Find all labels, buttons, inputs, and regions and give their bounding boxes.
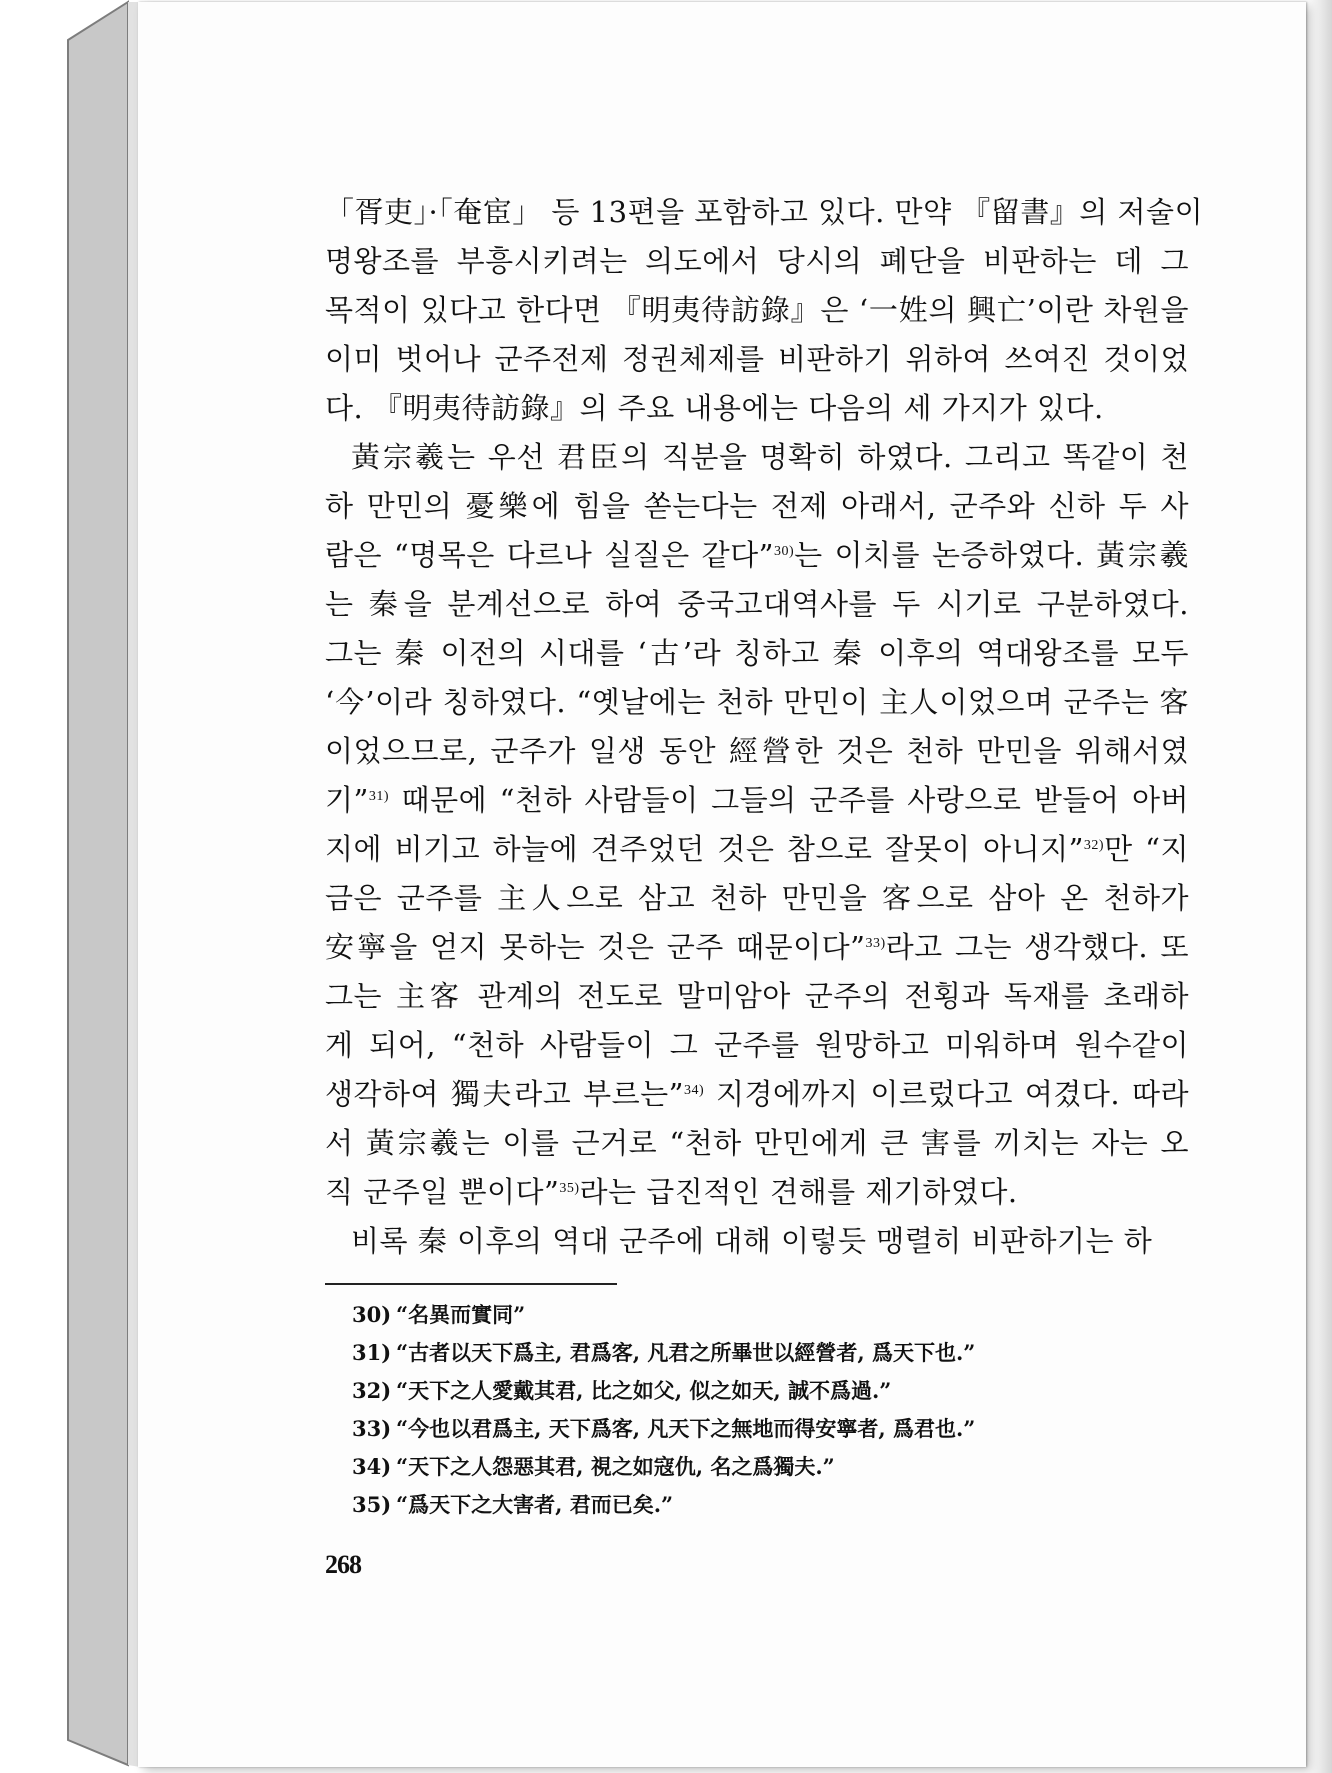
text-segment: 「胥吏」·「奄宦」 등 13편을 포함하고 있다. 만약 『留書』의 저술이 [325, 195, 1204, 229]
text-segment: 黃宗羲는 우선 君臣의 직분을 명확히 하였다. 그리고 똑같이 천 [351, 440, 1189, 474]
text-line [325, 678, 1189, 727]
footnote-ref: 30) [773, 544, 795, 559]
footnote-text: “天下之人怨惡其君, 視之如寇仇, 名之爲獨夫.” [396, 1454, 835, 1479]
text-segment: 기” [325, 783, 369, 817]
text-segment: 이미 벗어나 군주전제 정권체제를 비판하기 위하여 쓰여진 것이었 [325, 342, 1189, 376]
text-line [325, 580, 1189, 629]
footnote-number: 30) [352, 1302, 392, 1327]
text-segment: 만 “지 [1104, 832, 1189, 866]
text-line [325, 727, 1189, 776]
text-segment: 목적이 있다고 한다면 『明夷待訪錄』은 ‘一姓의 興亡’이란 차원을 [325, 293, 1189, 327]
text-line [325, 384, 1189, 433]
footnote-number: 34) [352, 1454, 392, 1479]
text-line [325, 629, 1189, 678]
text-line [325, 335, 1189, 384]
footnote-item [352, 1372, 1152, 1410]
text-line [325, 1119, 1189, 1168]
footnotes [352, 1296, 1152, 1524]
footnote-item [352, 1448, 1152, 1486]
footnote-text: “今也以君爲主, 天下爲客, 凡天下之無地而得安寧者, 爲君也.” [396, 1416, 976, 1441]
text-segment: 때문에 “천하 사람들이 그들의 군주를 사랑으로 받들어 아버 [389, 783, 1189, 817]
text-segment: 라는 급진적인 견해를 제기하였다. [579, 1175, 1018, 1209]
footnote-ref: 32) [1083, 838, 1105, 853]
text-segment: 하 만민의 憂樂에 힘을 쏟는다는 전제 아래서, 군주와 신하 두 사 [325, 489, 1189, 523]
text-segment: 게 되어, “천하 사람들이 그 군주를 원망하고 미워하며 원수같이 [325, 1028, 1189, 1062]
text-line [325, 1217, 1189, 1266]
text-segment: 다. 『明夷待訪錄』의 주요 내용에는 다음의 세 가지가 있다. [325, 391, 1104, 425]
footnote-ref: 35) [559, 1181, 580, 1196]
footnote-item [352, 1334, 1152, 1372]
text-segment: 직 군주일 뿐이다” [325, 1175, 560, 1209]
text-line [325, 1021, 1189, 1070]
text-segment: 라고 그는 생각했다. 또 [885, 930, 1190, 964]
text-segment: 지경에까지 이르렀다고 여겼다. 따라 [704, 1077, 1189, 1111]
text-segment: 그는 主客 관계의 전도로 말미암아 군주의 전횡과 독재를 초래하 [325, 979, 1189, 1013]
text-line [325, 874, 1189, 923]
text-line [325, 531, 1189, 580]
footnote-number: 32) [352, 1378, 392, 1403]
text-segment: 금은 군주를 主人으로 삼고 천하 만민을 客으로 삼아 온 천하가 [325, 881, 1189, 915]
spine-face [68, 2, 128, 1765]
footnote-item [352, 1486, 1152, 1524]
page-number: 268 [325, 1550, 361, 1579]
text-line [325, 188, 1204, 237]
text-line [325, 482, 1189, 531]
footnote-ref: 33) [865, 936, 886, 951]
text-line [325, 237, 1189, 286]
footnote-number: 35) [352, 1492, 392, 1517]
text-line [325, 433, 1189, 482]
text-line [325, 1070, 1189, 1119]
text-segment: 명왕조를 부흥시키려는 의도에서 당시의 폐단을 비판하는 데 그 [325, 244, 1189, 278]
footnote-ref: 31) [368, 789, 390, 804]
text-segment: 지에 비기고 하늘에 견주었던 것은 참으로 잘못이 아니지” [325, 832, 1084, 866]
body-text [325, 188, 1204, 1266]
footnote-number: 33) [352, 1416, 392, 1441]
text-line [325, 776, 1189, 825]
text-segment: 는 秦을 분계선으로 하여 중국고대역사를 두 시기로 구분하였다. [325, 587, 1189, 621]
footnote-rule [325, 1283, 617, 1285]
text-segment: 이었으므로, 군주가 일생 동안 經營한 것은 천하 만민을 위해서였 [325, 734, 1189, 768]
text-segment: 安寧을 얻지 못하는 것은 군주 때문이다” [325, 930, 866, 964]
footnote-text: “古者以天下爲主, 君爲客, 凡君之所畢世以經營者, 爲天下也.” [396, 1340, 976, 1365]
page-right-edge [1306, 0, 1332, 1773]
footnote-text: “天下之人愛戴其君, 比之如父, 似之如天, 誠不爲過.” [396, 1378, 892, 1403]
text-segment: 람은 “명목은 다르나 실질은 같다” [325, 538, 774, 572]
text-line [325, 825, 1189, 874]
text-segment: ‘今’이라 칭하였다. “옛날에는 천하 만민이 主人이었으며 군주는 客 [325, 685, 1189, 719]
text-line [325, 972, 1189, 1021]
text-line [325, 923, 1189, 972]
book-spine [0, 0, 150, 1773]
text-segment: 비록 秦 이후의 역대 군주에 대해 이렇듯 맹렬히 비판하기는 하 [351, 1224, 1153, 1258]
footnote-ref: 34) [683, 1083, 705, 1098]
footnote-text: “爲天下之大害者, 君而已矣.” [396, 1492, 674, 1517]
footnote-item [352, 1410, 1152, 1448]
text-line [325, 286, 1189, 335]
footnote-number: 31) [352, 1340, 392, 1365]
text-segment: 그는 秦 이전의 시대를 ‘古’라 칭하고 秦 이후의 역대왕조를 모두 [325, 636, 1189, 670]
text-segment: 는 이치를 논증하였다. 黃宗羲 [794, 538, 1190, 572]
text-segment: 서 黃宗羲는 이를 근거로 “천하 만민에게 큰 害를 끼치는 자는 오 [325, 1126, 1189, 1160]
text-segment: 생각하여 獨夫라고 부르는” [325, 1077, 684, 1111]
footnote-text: “名異而實同” [396, 1302, 526, 1327]
text-line [325, 1168, 1189, 1217]
footnote-item [352, 1296, 1152, 1334]
